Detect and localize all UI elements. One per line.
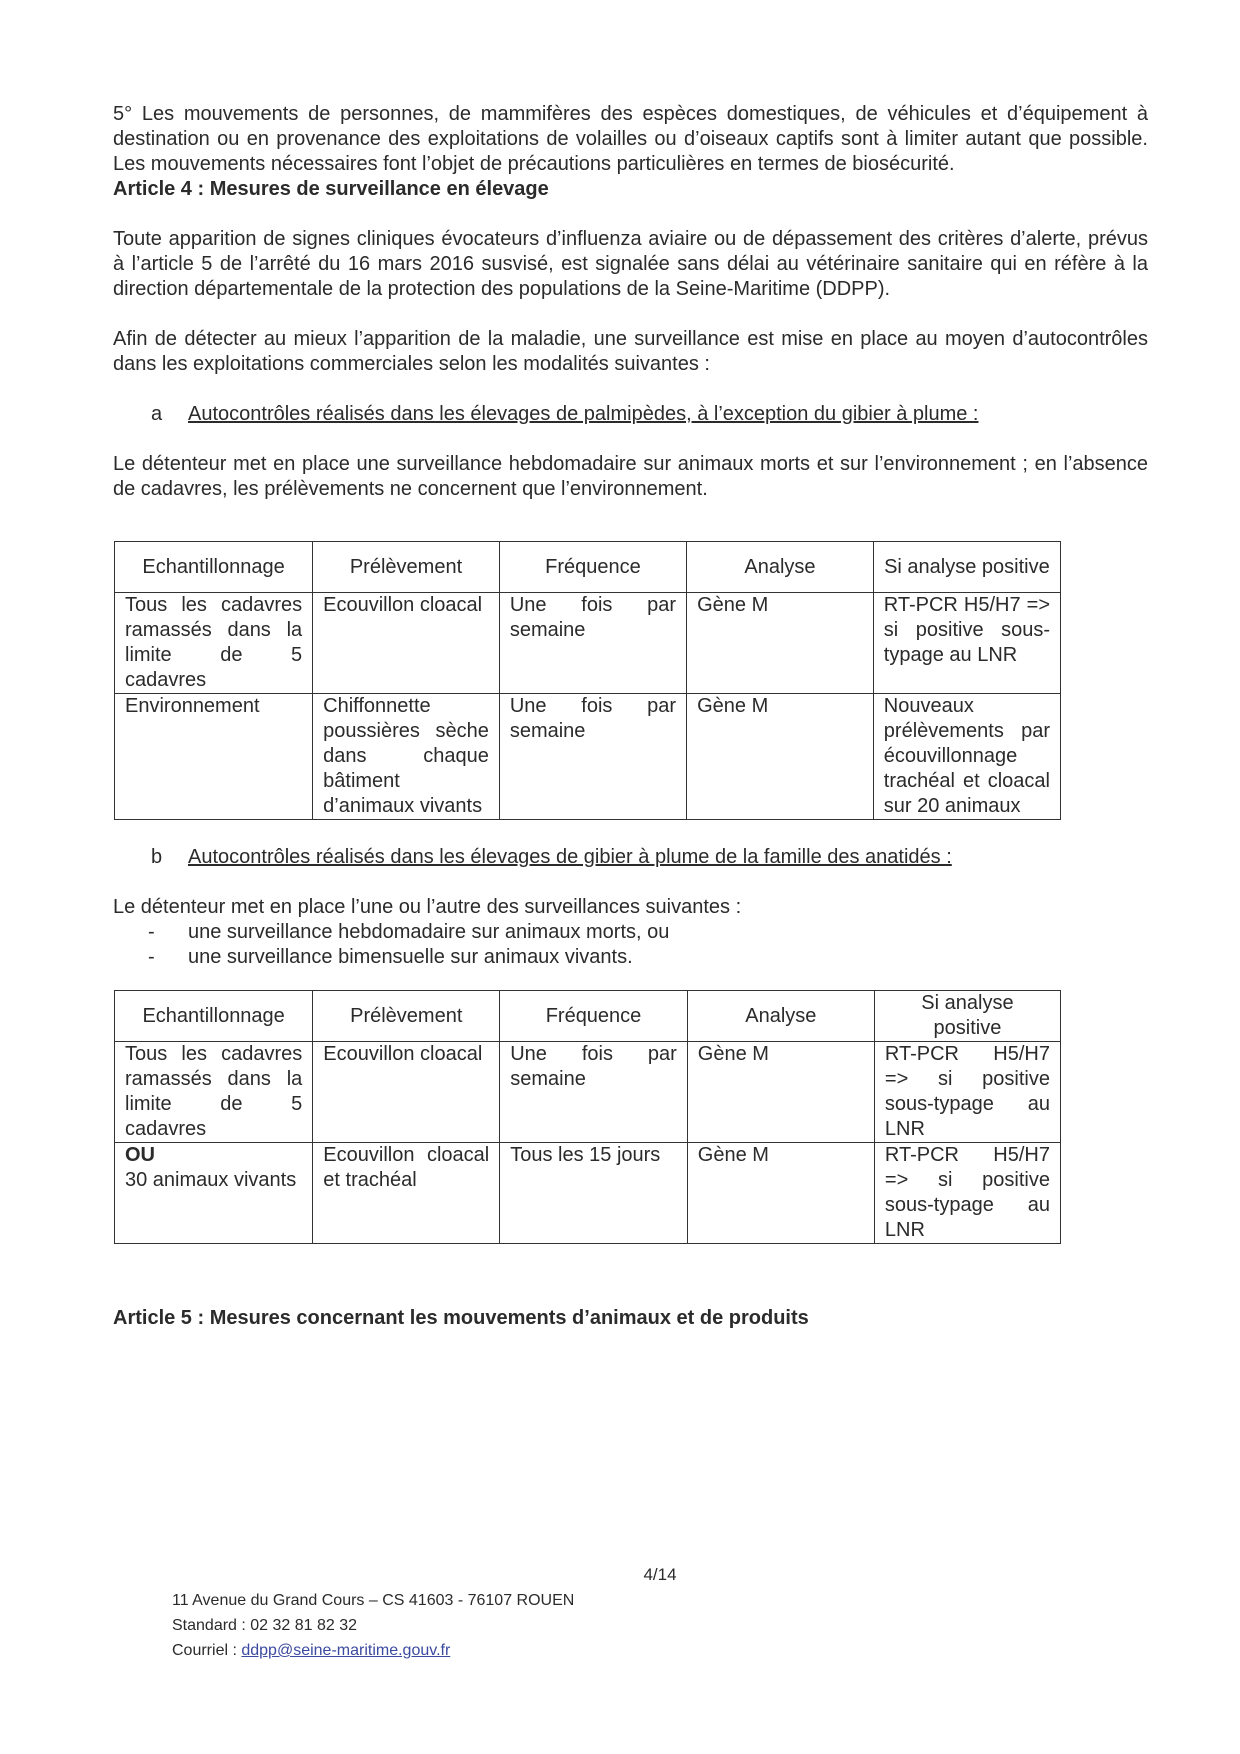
sampling-text: 30 animaux vivants <box>125 1169 297 1191</box>
article-4-paragraph-2: Afin de détecter au mieux l’apparition de la maladie, une surveillance est mise en place au moyen d’autocontrôles dans les exploitations commerciales selon les modalités suivantes : <box>113 328 1148 375</box>
list-item: - une surveillance hebdomadaire sur animaux morts, ou <box>113 920 1148 945</box>
article-5-heading: Article 5 : Mesures concernant les mouvements d’animaux et de produits <box>113 1307 809 1329</box>
footer-mail-line <box>172 1638 574 1663</box>
table-header-cell: Prélèvement <box>313 991 500 1042</box>
section-b-letter: b <box>151 846 163 868</box>
list-item: - une surveillance bimensuelle sur animaux vivants. <box>113 945 1148 970</box>
paragraph-point-5: 5° Les mouvements de personnes, de mammifères des espèces domestiques, de véhicules et d’équipement à destination ou en provenance des exploitations de volailles ou d’oiseaux captifs sont à limiter autant que possible. Les mouvements nécessaires font l’objet de précautions particulières en termes de biosécurité. <box>113 103 1148 175</box>
article-4-paragraph-1: Toute apparition de signes cliniques évocateurs d’influenza aviaire ou de dépassement des critères d’alerte, prévus à l’article 5 de l’arrêté du 16 mars 2016 susvisé, est signalée sans délai au vétérinaire sanitaire qui en réfère à la direction départementale de la protection des populations de la Seine-Maritime (DDPP). <box>113 228 1148 300</box>
article-4-heading: Article 4 : Mesures de surveillance en élevage <box>113 178 549 200</box>
section-b-text: Le détenteur met en place l’une ou l’autre des surveillances suivantes : <box>113 896 742 918</box>
table-cell: Ecouvillon cloacal et trachéal <box>313 1143 500 1244</box>
table-cell: Une fois par semaine <box>499 593 686 694</box>
footer <box>172 1588 574 1663</box>
surveillance-table-anatides <box>114 990 1061 1244</box>
table-header-cell: Fréquence <box>500 991 688 1042</box>
section-b-list <box>113 920 1148 970</box>
table-cell: RT-PCR H5/H7 => si positive sous-typage au LNR <box>873 593 1060 694</box>
footer-mail-label: Courriel : <box>172 1642 242 1659</box>
table-header-row <box>115 542 1061 593</box>
table-cell: Une fois par semaine <box>500 1042 688 1143</box>
table-cell: Ecouvillon cloacal <box>313 1042 500 1143</box>
surveillance-table-palmipedes <box>114 541 1061 820</box>
table-header-cell: Echantillonnage <box>115 991 313 1042</box>
section-a-title-text: Autocontrôles réalisés dans les élevages de palmipèdes, à l’exception du gibier à plume : <box>188 403 979 425</box>
section-a-text: Le détenteur met en place une surveillance hebdomadaire sur animaux morts et sur l’environnement ; en l’absence de cadavres, les prélèvements ne concernent que l’environnement. <box>113 453 1148 500</box>
table-row <box>115 1143 1061 1244</box>
table-row <box>115 1042 1061 1143</box>
table-header-cell: Analyse <box>687 542 874 593</box>
table-header-cell: Echantillonnage <box>115 542 313 593</box>
table-header-cell: Prélèvement <box>313 542 500 593</box>
table-cell: Nouveaux prélèvements par écouvillonnage trachéal et cloacal sur 20 animaux <box>873 694 1060 820</box>
page-number: 4/14 <box>643 1565 677 1584</box>
table-header-cell: Analyse <box>687 991 874 1042</box>
or-label: OU <box>125 1144 155 1166</box>
document-body <box>113 102 1148 1331</box>
table-row <box>115 593 1061 694</box>
table-row <box>115 694 1061 820</box>
footer-address: 11 Avenue du Grand Cours – CS 41603 - 76107 ROUEN <box>172 1592 575 1609</box>
table-cell: Tous les cadavres ramassés dans la limite de 5 cadavres <box>115 1042 313 1143</box>
table-cell: RT-PCR H5/H7 => si positive sous-typage au LNR <box>874 1042 1060 1143</box>
table-cell: Tous les 15 jours <box>500 1143 688 1244</box>
table-cell: Environnement <box>115 694 313 820</box>
table-cell: Gène M <box>687 593 874 694</box>
table-cell: Chiffonnette poussières sèche dans chaque bâtiment d’animaux vivants <box>313 694 500 820</box>
table-header-cell: Fréquence <box>499 542 686 593</box>
section-b-title-text: Autocontrôles réalisés dans les élevages de gibier à plume de la famille des anatidés : <box>188 846 952 868</box>
footer-mail-link[interactable]: ddpp@seine-maritime.gouv.fr <box>241 1642 451 1659</box>
section-a-letter: a <box>151 403 163 425</box>
table-cell: Gène M <box>687 1042 874 1143</box>
table-header-cell: Si analyse positive <box>873 542 1060 593</box>
table-cell: Gène M <box>687 694 874 820</box>
table-cell: Une fois par semaine <box>499 694 686 820</box>
section-a-title <box>151 402 1148 427</box>
table-cell: RT-PCR H5/H7 => si positive sous-typage au LNR <box>874 1143 1060 1244</box>
table-cell: Tous les cadavres ramassés dans la limite de 5 cadavres <box>115 593 313 694</box>
table-header-row <box>115 991 1061 1042</box>
table-cell: Gène M <box>687 1143 874 1244</box>
table-header-cell: Si analyse positive <box>874 991 1060 1042</box>
table-cell: Ecouvillon cloacal <box>313 593 500 694</box>
section-b-title <box>151 845 1148 870</box>
table-cell <box>115 1143 313 1244</box>
footer-phone: Standard : 02 32 81 82 32 <box>172 1617 358 1634</box>
